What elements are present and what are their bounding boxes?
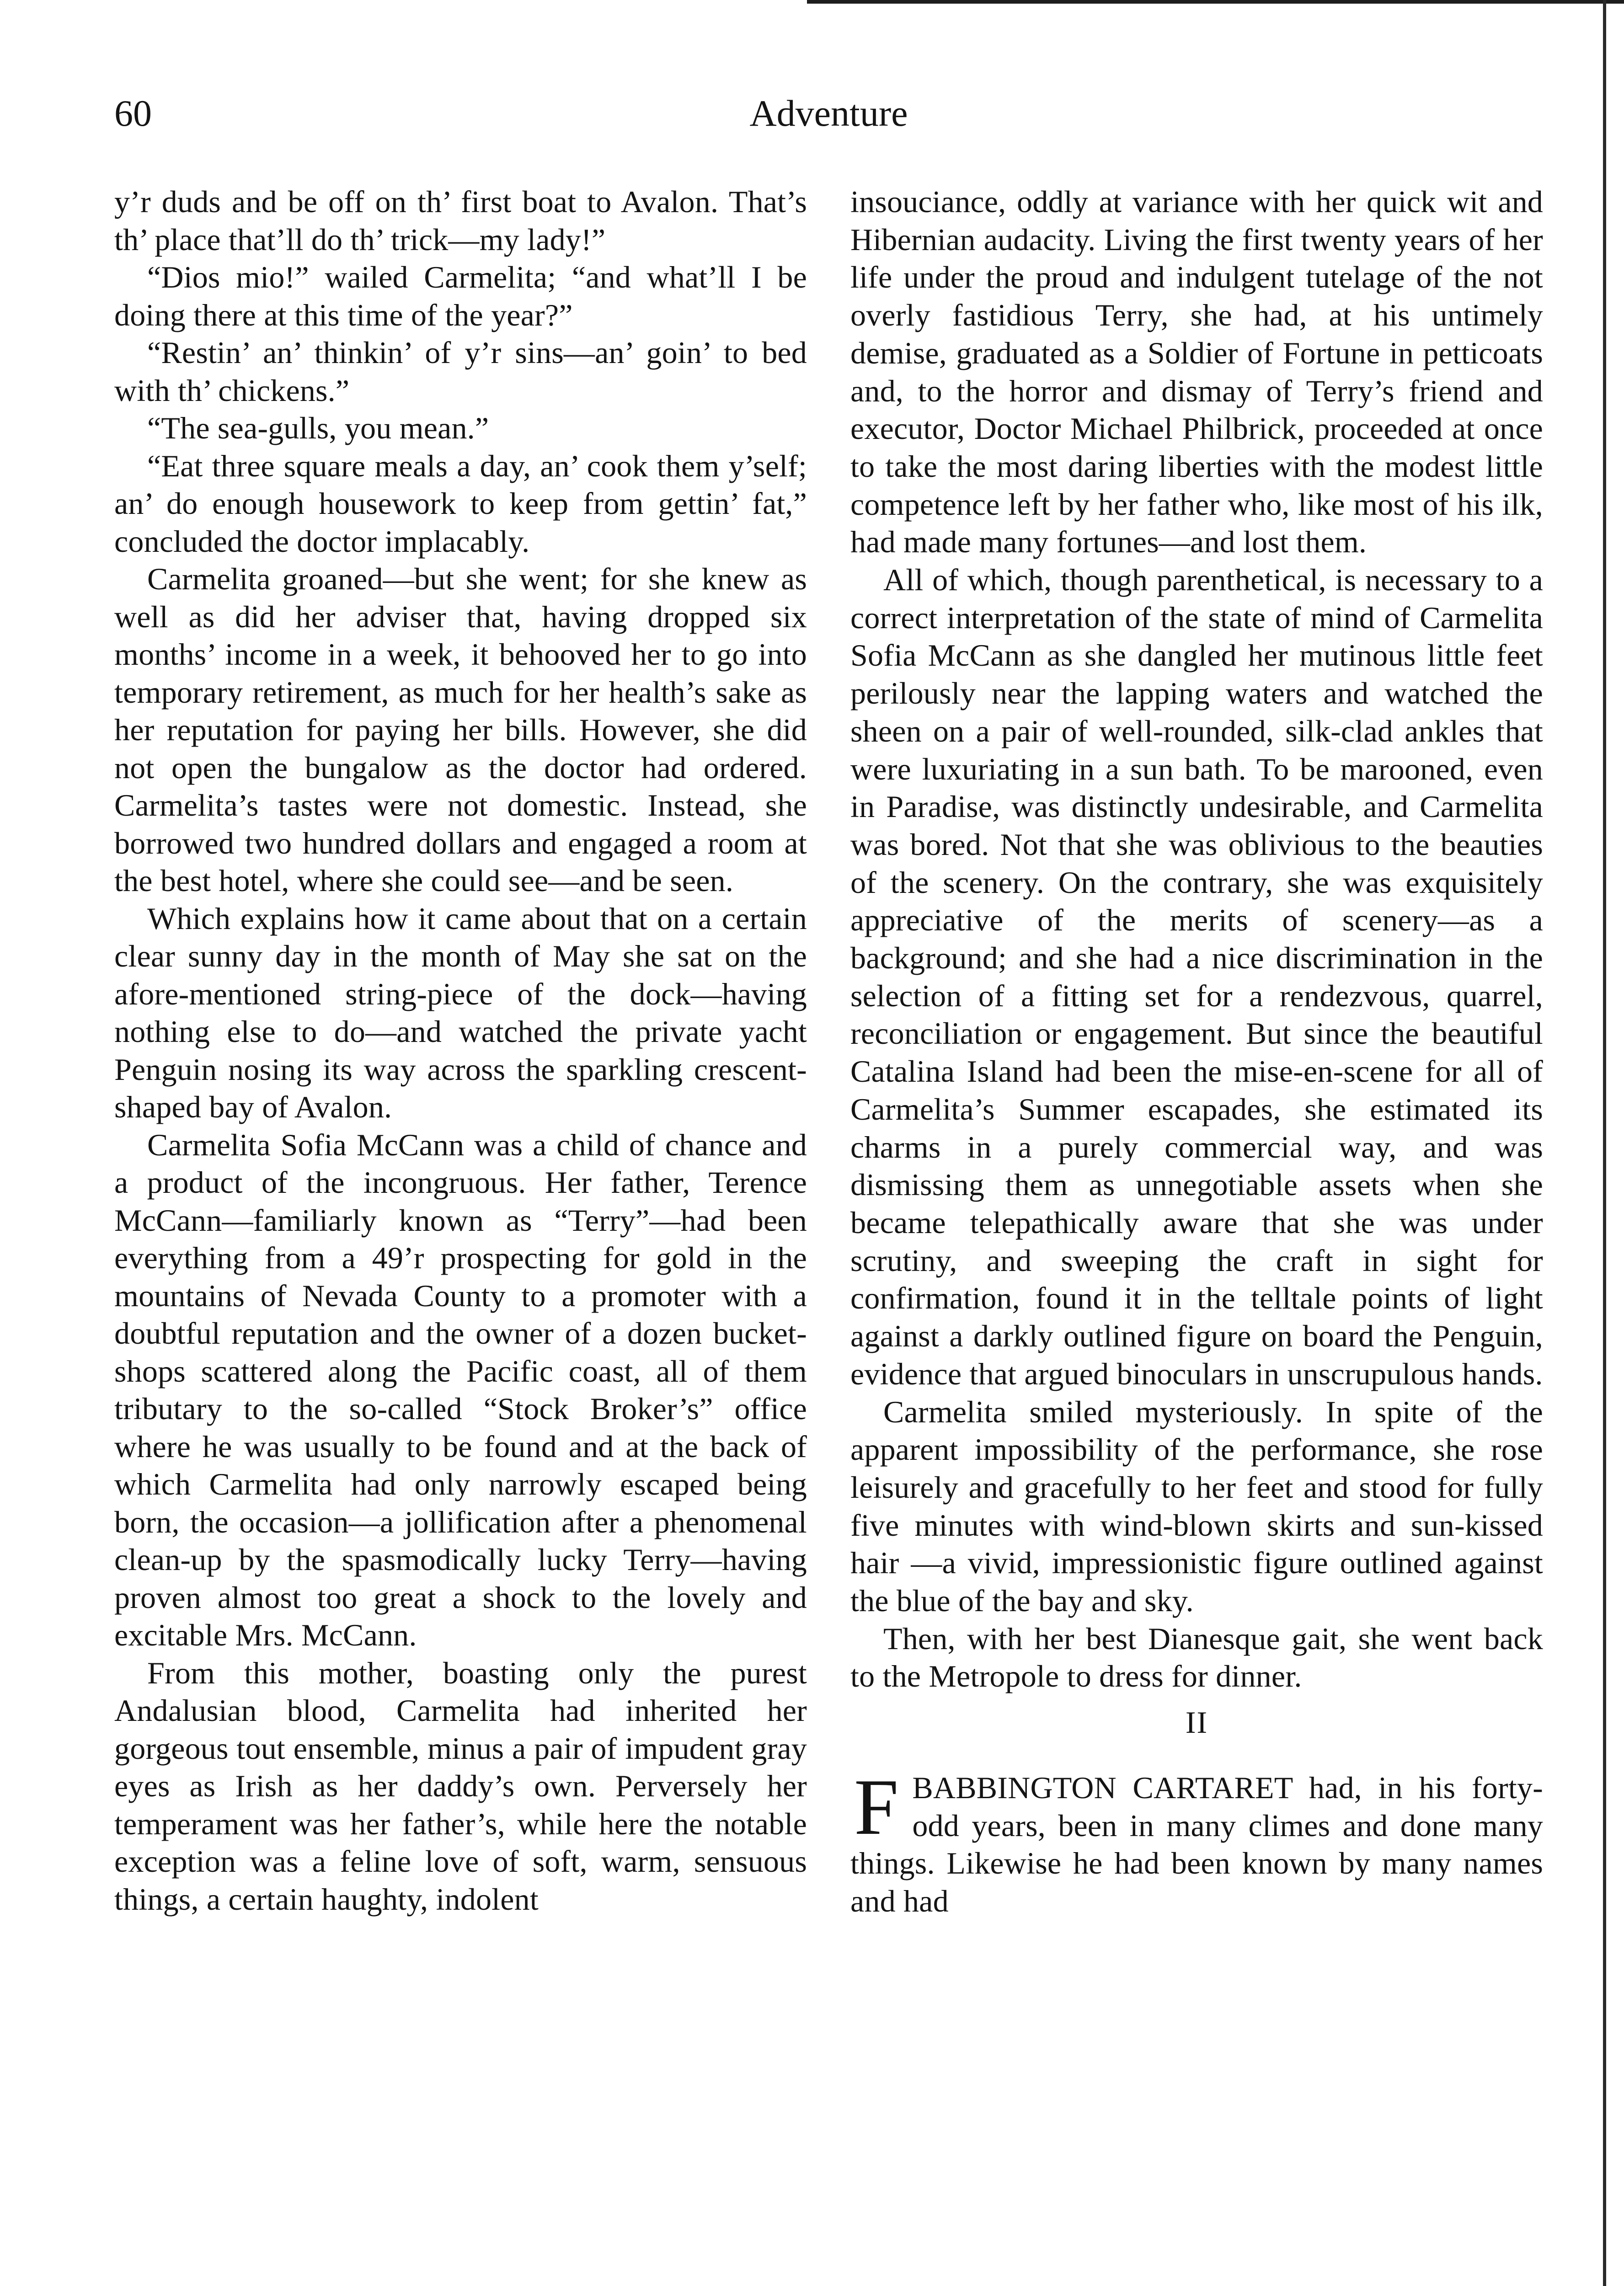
paragraph: “Restin’ an’ thinkin’ of y’r sins—an’ goin’ to bed with th’ chickens.” bbox=[114, 335, 807, 408]
top-border-rule bbox=[807, 0, 1624, 4]
section-opening bbox=[850, 1762, 1543, 1920]
paragraph: y’r duds and be off on th’ first boat to Avalon. That’s th’ place that’ll do th’ trick—my lady!” bbox=[114, 184, 807, 257]
page-number: 60 bbox=[114, 92, 152, 134]
right-column bbox=[850, 183, 1543, 1920]
paragraph: Carmelita smiled mysteriously. In spite of the apparent impossibility of the performance, she rose leisurely and gracefully to her feet and stood for fully five minutes with wind-blown skirts and sun-kissed hair —a vivid, impressionistic figure outlined against the blue of the bay and sky. bbox=[850, 1394, 1543, 1618]
section-number: II bbox=[1185, 1705, 1208, 1740]
paragraph: Carmelita Sofia McCann was a child of chance and a product of the incongruous. Her father, Terence McCann—familiarly known as “Terry”—had been everything from a 49’r prospecting for gold in the mountains of Nevada County to a promoter with a doubtful reputation and the owner of a dozen bucket-shops scattered along the Pacific coast, all of them tributary to the so-called “Stock Broker’s” office where he was usually to be found and at the back of which Carmelita had only narrowly escaped being born, the occasion—a jollification after a phenomenal clean-up by the spasmodically lucky Terry—having proven almost too great a shock to the lovely and excitable Mrs. McCann. bbox=[114, 1127, 807, 1652]
page-header bbox=[114, 86, 1543, 141]
paragraph: “Eat three square meals a day, an’ cook them y’self; an’ do enough housework to keep from gettin’ fat,” concluded the doctor implacably. bbox=[114, 448, 807, 559]
paragraph: “The sea-gulls, you mean.” bbox=[147, 411, 489, 445]
running-title: Adventure bbox=[749, 92, 908, 134]
drop-cap: F bbox=[854, 1762, 899, 1851]
left-column bbox=[114, 183, 807, 1918]
paragraph: Which explains how it came about that on a certain clear sunny day in the month of May she sat on the afore-mentioned string-piece of the dock—having nothing else to do—and watched the private yacht Penguin nosing its way across the sparkling crescent-shaped bay of Avalon. bbox=[114, 901, 807, 1124]
right-border-rule bbox=[1603, 0, 1606, 2286]
paragraph: Carmelita groaned—but she went; for she knew as well as did her adviser that, having dropped six months’ income in a week, it behooved her to go into temporary retirement, as much for her health’s sake as her reputation for paying her bills. However, she did not open the bungalow as the doctor had ordered. Carmelita’s tastes were not domestic. Instead, she borrowed two hundred dollars and engaged a room at the best hotel, where she could see—and be seen. bbox=[114, 561, 807, 898]
paragraph: “Dios mio!” wailed Carmelita; “and what’ll I be doing there at this time of the year?” bbox=[114, 260, 807, 332]
paragraph: BABBINGTON CARTARET had, in his forty-odd years, been in many climes and done many things. Likewise he had been known by many names and had bbox=[850, 1770, 1543, 1918]
paragraph: Then, with her best Dianesque gait, she went back to the Metropole to dress for dinner. bbox=[850, 1621, 1543, 1694]
paragraph: insouciance, oddly at variance with her quick wit and Hibernian audacity. Living the first twenty years of her life under the proud and indulgent tutelage of the not overly fastidious Terry, she had, at his untimely demise, graduated as a Soldier of Fortune in petticoats and, to the horror and dismay of Terry’s friend and executor, Doctor Michael Philbrick, proceeded at once to take the most daring liberties with the modest little competence left by her father who, like most of his ilk, had made many fortunes—and lost them. bbox=[850, 184, 1543, 560]
paragraph: From this mother, boasting only the purest Andalusian blood, Carmelita had inherited her gorgeous tout ensemble, minus a pair of impudent gray eyes as Irish as her daddy’s own. Perversely her temperament was her father’s, while here the notable exception was a feline love of soft, warm, sensuous things, a certain haughty, indolent bbox=[114, 1655, 807, 1917]
paragraph: All of which, though parenthetical, is necessary to a correct interpretation of the state of mind of Carmelita Sofia McCann as she dangled her mutinous little feet perilously near the lapping waters and watched the sheen on a pair of well-rounded, silk-clad ankles that were luxuriating in a sun bath. To be marooned, even in Paradise, was distinctly undesirable, and Carmelita was bored. Not that she was oblivious to the beauties of the scenery. On the contrary, she was exquisitely appreciative of the merits of scenery—as a background; and she had a nice discrimination in the selection of a fitting set for a rendezvous, quarrel, reconciliation or engagement. But since the beautiful Catalina Island had been the mise-en-scene for all of Carmelita’s Summer escapades, she estimated its charms in a purely commercial way, and was dismissing them as unnegotiable assets when she became telepathically aware that she was under scrutiny, and sweeping the craft in sight for confirmation, found it in the telltale points of light against a darkly outlined figure on board the Penguin, evidence that argued binoculars in unscrupulous hands. bbox=[850, 562, 1543, 1391]
